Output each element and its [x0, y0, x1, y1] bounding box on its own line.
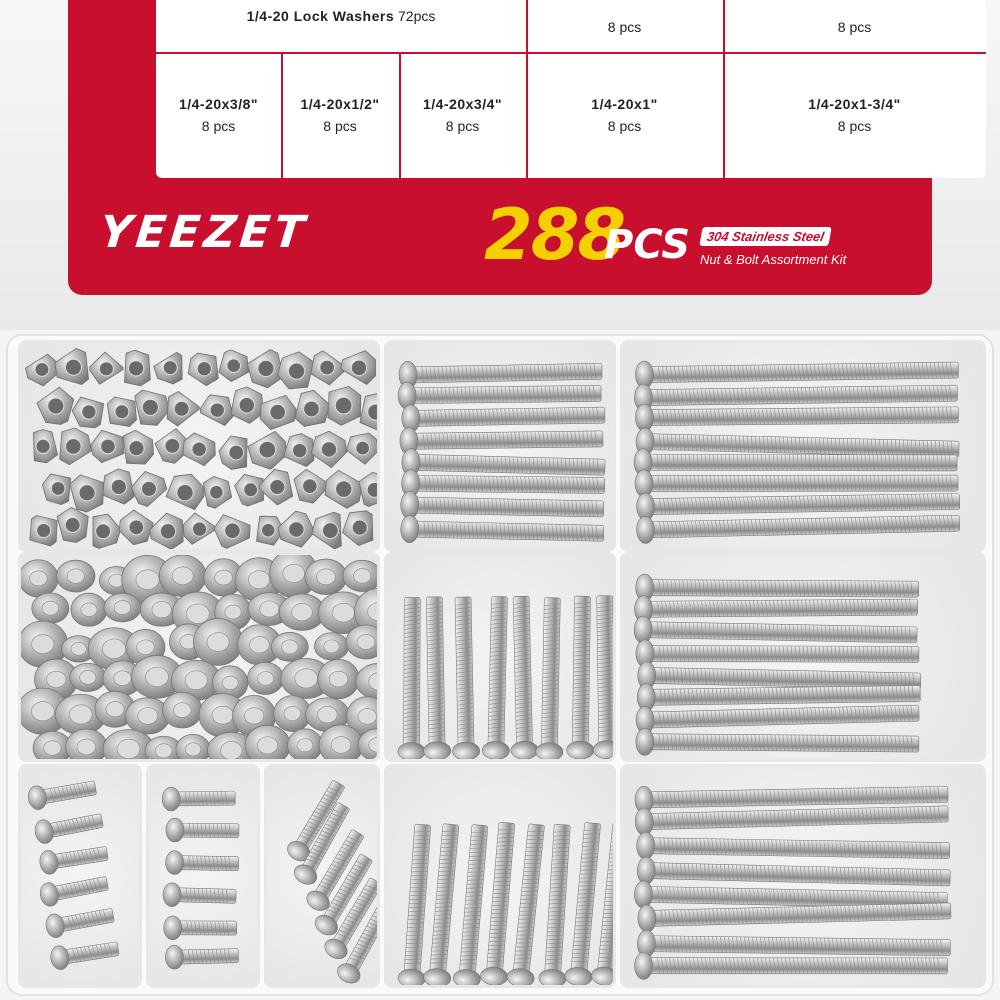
bolt	[163, 883, 237, 909]
size-table	[156, 0, 986, 178]
bolt	[398, 597, 426, 760]
bolt	[636, 488, 959, 520]
bolt	[402, 402, 605, 433]
bolts-illustration	[267, 767, 380, 988]
bolt	[38, 871, 109, 907]
bolt-cell-3-8	[156, 52, 281, 178]
bolts-1-2-compartment	[146, 764, 260, 988]
table-divider	[281, 52, 283, 178]
bolt	[33, 809, 104, 845]
bolt	[637, 857, 951, 892]
cell-qty: 8 pcs	[837, 19, 872, 35]
bolts-2-compartment	[620, 764, 986, 988]
bolts-illustration	[21, 767, 142, 988]
top-cell-3	[723, 0, 986, 52]
bolt	[165, 944, 239, 970]
kit-tagline: Nut & Bolt Assortment Kit	[700, 252, 847, 267]
bolt	[536, 598, 566, 761]
cell-size: 1/4-20x3/8"	[178, 96, 259, 112]
bolt	[398, 380, 601, 410]
cell-qty: 8 pcs	[837, 118, 872, 134]
hex-nuts-illustration	[21, 343, 380, 552]
bolts-3-4-compartment	[384, 552, 616, 762]
washers-illustration	[21, 555, 380, 762]
bolt-cell-1-2	[281, 52, 399, 178]
bolts-1-a-compartment	[384, 764, 616, 988]
bolt	[636, 728, 919, 758]
table-divider	[526, 0, 528, 178]
bolt	[400, 515, 604, 547]
case-lid	[0, 0, 1000, 330]
bolt	[165, 850, 238, 875]
bolt	[636, 510, 960, 544]
bolt	[162, 786, 235, 811]
bolts-illustration	[387, 555, 616, 762]
bolt	[164, 916, 237, 940]
table-divider	[399, 52, 401, 178]
bolts-illustration	[387, 343, 616, 552]
cell-qty: 8 pcs	[445, 118, 480, 134]
piece-count: 288	[484, 194, 625, 276]
bolt	[636, 574, 919, 603]
bolt	[26, 776, 97, 811]
bolt	[636, 640, 919, 668]
bolt	[399, 358, 602, 389]
cell-qty: 8 pcs	[607, 19, 642, 35]
bolt	[635, 952, 948, 979]
bolt	[634, 616, 917, 649]
bolt	[449, 597, 479, 761]
bolt	[635, 401, 958, 431]
bolt	[567, 596, 597, 759]
bolt	[635, 356, 958, 388]
table-divider	[723, 0, 725, 178]
cell-qty: 8 pcs	[607, 118, 642, 134]
bolt	[400, 491, 604, 522]
cell-qty: 8 pcs	[323, 118, 357, 134]
bolt	[166, 818, 239, 843]
bolts-1-1-2-compartment	[620, 552, 986, 762]
bolt-cell-3-4	[399, 52, 526, 178]
bolt	[49, 937, 120, 971]
bolt	[634, 594, 917, 623]
bolts-5-8-compartment	[264, 764, 380, 988]
bolt-cell-1	[526, 52, 723, 178]
bolts-3-8-compartment	[18, 764, 142, 988]
cell-size: 1/4-20x3/4"	[422, 96, 503, 112]
bolts-1-3-4-compartment	[620, 340, 986, 552]
bolt	[636, 832, 949, 864]
bolt	[421, 597, 451, 760]
washers-compartment	[18, 552, 380, 762]
bolts-illustration	[149, 767, 260, 988]
bolt-cell-1-3-4	[723, 52, 986, 178]
bolts-1-compartment	[384, 340, 616, 552]
bolts-illustration	[623, 767, 986, 988]
cell-size: 1/4-20x1/2"	[300, 96, 380, 112]
bolt	[591, 596, 616, 759]
bolt	[634, 380, 957, 412]
nuts-compartment	[18, 340, 380, 552]
bolt	[508, 596, 539, 760]
bolt	[38, 842, 109, 876]
cell-qty: 72pcs	[398, 8, 436, 24]
piece-unit: PCS	[604, 222, 691, 268]
bolt	[538, 824, 576, 988]
cell-qty: 8 pcs	[201, 118, 236, 134]
cell-size: 1/4-20 Lock Washers	[246, 8, 395, 24]
lock-washers-cell	[156, 0, 526, 52]
bolt	[482, 596, 513, 760]
bolts-illustration	[387, 767, 616, 988]
top-cell-2	[526, 0, 723, 52]
bolt	[44, 903, 115, 939]
bolt	[637, 930, 950, 961]
cell-size: 1/4-20x1"	[591, 96, 658, 112]
brand-logo: YEEZET	[97, 207, 311, 258]
bolt	[400, 425, 603, 455]
cell-size: 1/4-20x1-3/4"	[808, 96, 901, 112]
bolts-illustration	[623, 343, 986, 552]
material-tag: 304 Stainless Steel	[699, 227, 831, 246]
bolt	[635, 469, 958, 497]
bolts-illustration	[623, 555, 986, 762]
